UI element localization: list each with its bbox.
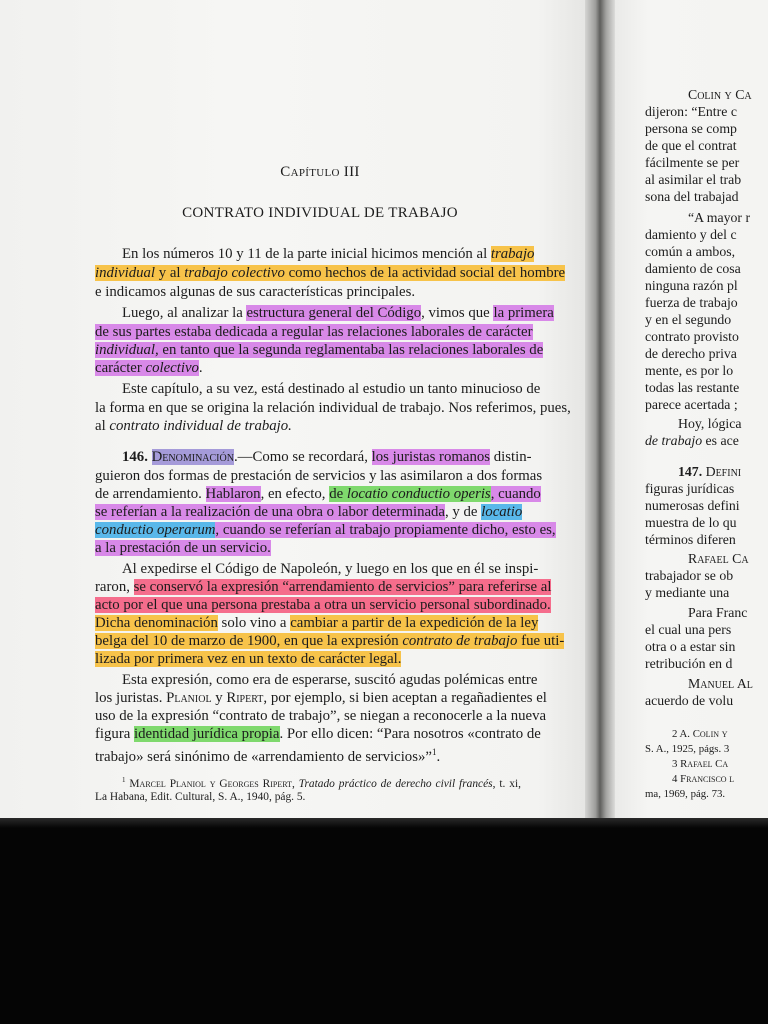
right-line: común a ambos, xyxy=(645,244,736,259)
p1-line2: individual y al trabajo colectivo como hechos de la actividad social del hombre xyxy=(95,265,566,281)
p5-line3: acto por el que una persona prestaba a otra un servicio personal subordinado. xyxy=(95,597,551,613)
right-footnote: 2 A. Colin y xyxy=(672,728,728,740)
book-gutter xyxy=(585,0,615,830)
right-footnote: 3 Rafael Ca xyxy=(672,758,729,770)
right-line: muestra de lo qu xyxy=(645,515,737,530)
right-line: otra o a estar sin xyxy=(645,639,736,654)
right-line: de que el contrat xyxy=(645,138,737,153)
p5-line1: Al expedirse el Código de Napoleón, y luego en los que en él se inspi- xyxy=(122,561,539,577)
right-line: fácilmente se per xyxy=(645,155,740,170)
p2-line3: individual, en tanto que la segunda reglamentaba las relaciones laborales de xyxy=(95,342,544,358)
p1-line3: e indicamos algunas de sus características principales. xyxy=(95,284,416,300)
right-line: Hoy, lógica xyxy=(678,416,742,431)
right-line: damiento y del c xyxy=(645,227,737,242)
right-line: y en el segundo xyxy=(645,312,732,327)
p4-line5: conductio operarum, cuando se referían al trabajo propiamente dicho, esto es, xyxy=(95,522,556,538)
right-line: “A mayor r xyxy=(688,210,751,225)
right-line: todas las restante xyxy=(645,380,740,395)
right-line: 147. Defini xyxy=(678,464,742,479)
p4-line6: a la prestación de un servicio. xyxy=(95,540,271,556)
p2-line4: carácter colectivo. xyxy=(95,360,203,376)
footnote-line1: $^1$ Marcel Planiol y Georges Ripert, Tratado práctico de derecho civil francés, t. xi, xyxy=(122,776,521,790)
right-line: de trabajo es ace xyxy=(645,433,739,448)
right-footnote: 4 Francisco l xyxy=(672,773,735,785)
section-heading: Denominación xyxy=(151,449,234,465)
right-line: mente, es por lo xyxy=(645,363,734,378)
p2-line2: de sus partes estaba dedicada a regular las relaciones laborales de carácter xyxy=(95,324,533,340)
right-line: ninguna razón pl xyxy=(645,278,738,293)
p5-line2: raron, se conservó la expresión “arrendamiento de servicios” para referirse al xyxy=(95,579,552,595)
p3-line3: al contrato individual de trabajo. xyxy=(95,418,292,434)
p6-line1: Esta expresión, como era de esperarse, suscitó agudas polémicas entre xyxy=(122,672,538,688)
right-footnote: ma, 1969, pág. 73. xyxy=(645,788,726,800)
right-line: términos diferen xyxy=(645,532,736,547)
right-line: Para Franc xyxy=(688,605,748,620)
p5-line5: belga del 10 de marzo de 1900, en que la expresión contrato de trabajo fue uti- xyxy=(95,633,565,649)
footnote-line2: La Habana, Edit. Cultural, S. A., 1940, pág. 5. xyxy=(95,791,306,803)
right-footnote: S. A., 1925, págs. 3 xyxy=(645,743,730,755)
p4-line3: de arrendamiento. Hablaron, en efecto, de locatio conductio operis, cuando xyxy=(95,486,541,502)
p6-line2: los juristas. Planiol y Ripert, por ejemplo, si bien aceptan a regañadientes el xyxy=(95,690,547,706)
p2-line1: Luego, al analizar la estructura general del Código, vimos que la primera xyxy=(122,305,554,321)
chapter-label: Capítulo III xyxy=(280,164,360,180)
right-line: al asimilar el trab xyxy=(645,172,742,187)
p5-line4: Dicha denominación solo vino a cambiar a partir de la expedición de la ley xyxy=(95,615,539,631)
p3-line1: Este capítulo, a su vez, está destinado al estudio un tanto minucioso de xyxy=(122,381,541,397)
scan-background xyxy=(0,818,768,1024)
right-line: damiento de cosa xyxy=(645,261,741,276)
p6-line4: figura identidad jurídica propia. Por ello dicen: “Para nosotros «contrato de xyxy=(95,726,541,742)
p4-line1: 146. Denominación.—Como se recordará, los juristas romanos distin- xyxy=(122,449,532,465)
p5-line6: lizada por primera vez en un texto de carácter legal. xyxy=(95,651,402,667)
p6-line3: uso de la expresión “contrato de trabajo”, se niegan a reconocerle a la nueva xyxy=(95,708,547,724)
right-line: Rafael Ca xyxy=(688,551,749,566)
p3-line2: la forma en que se origina la relación individual de trabajo. Nos referimos, pues, xyxy=(95,400,571,416)
right-line: contrato provisto xyxy=(645,329,739,344)
right-line: de derecho priva xyxy=(645,346,737,361)
right-line: sona del trabajad xyxy=(645,189,739,204)
right-line: acuerdo de volu xyxy=(645,693,734,708)
right-line: trabajador se ob xyxy=(645,568,734,583)
p6-line5: trabajo» será sinónimo de «arrendamiento de servicios»”$^1$. xyxy=(95,747,441,765)
right-line: numerosas defini xyxy=(645,498,740,513)
right-line: y mediante una xyxy=(645,585,730,600)
right-line: persona se comp xyxy=(645,121,737,136)
right-line: fuerza de trabajo xyxy=(645,295,738,310)
p4-line2: guieron dos formas de prestación de servicios y las asimilaron a dos formas xyxy=(95,468,543,484)
right-line: dijeron: “Entre c xyxy=(645,104,737,119)
p4-line4: se referían a la realización de una obra o labor determinada, y de locatio xyxy=(95,504,523,520)
right-line: el cual una pers xyxy=(645,622,732,637)
right-line: retribución en d xyxy=(645,656,733,671)
p1-line1: En los números 10 y 11 de la parte inicial hicimos mención al trabajo xyxy=(122,246,535,262)
right-line: figuras jurídicas xyxy=(645,481,735,496)
section-number: 146. xyxy=(122,449,148,465)
chapter-title: CONTRATO INDIVIDUAL DE TRABAJO xyxy=(182,205,458,221)
right-line: Manuel Al xyxy=(688,676,753,691)
right-line: parece acertada ; xyxy=(645,397,738,412)
right-line: Colin y Ca xyxy=(688,87,752,102)
